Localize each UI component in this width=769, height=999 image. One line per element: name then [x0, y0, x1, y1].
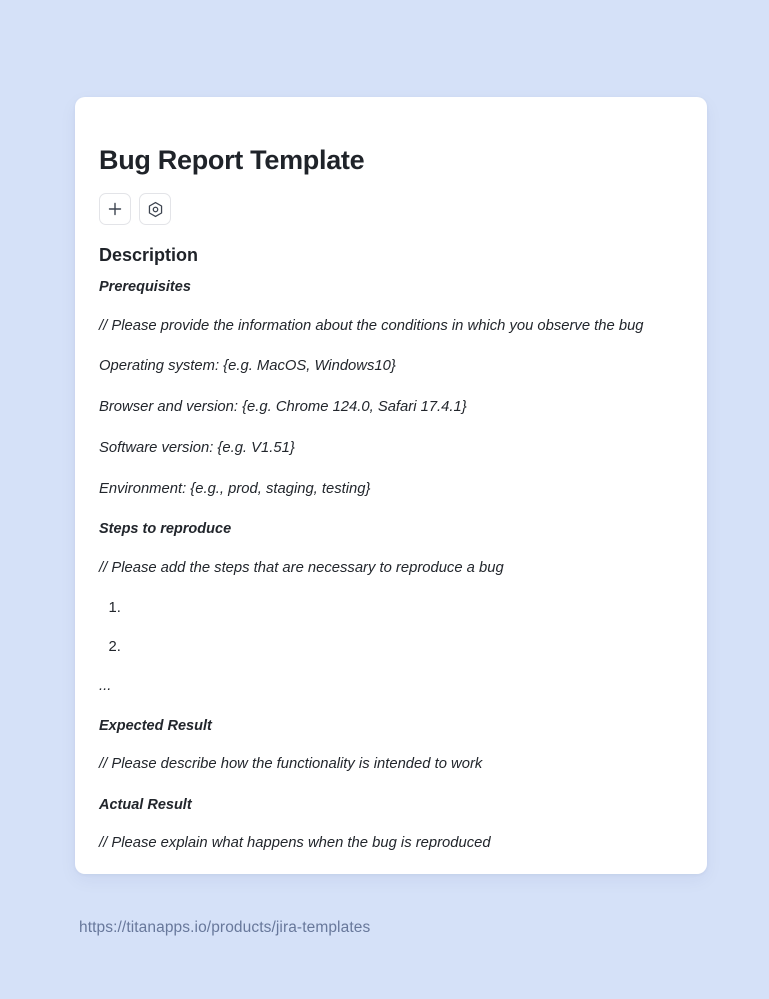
- subhead-actual-result: Actual Result: [99, 796, 192, 813]
- paragraph-steps-note: // Please add the steps that are necessary to reproduce a bug: [99, 559, 504, 576]
- template-card: [75, 97, 707, 874]
- list-item[interactable]: [125, 598, 683, 618]
- hex-nut-icon: [147, 201, 164, 218]
- card-content: [75, 97, 707, 874]
- description-heading: Description: [99, 245, 199, 266]
- paragraph-environment: Environment: {e.g., prod, staging, testing}: [99, 480, 371, 497]
- description-body: [99, 277, 683, 854]
- paragraph-prerequisites-note: // Please provide the information about the conditions in which you observe the bug: [99, 317, 644, 334]
- page-title: Bug Report Template: [99, 145, 365, 175]
- footer-url-link[interactable]: https://titanapps.io/products/jira-templates: [79, 919, 371, 936]
- paragraph-software-version: Software version: {e.g. V1.51}: [99, 439, 295, 456]
- paragraph-browser-version: Browser and version: {e.g. Chrome 124.0, Safari 17.4.1}: [99, 399, 467, 416]
- template-settings-button[interactable]: [139, 193, 171, 225]
- paragraph-operating-system: Operating system: {e.g. MacOS, Windows10}: [99, 358, 396, 375]
- paragraph-actual-result-note: // Please explain what happens when the bug is reproduced: [99, 835, 491, 852]
- paragraph-ellipsis: ...: [99, 678, 112, 695]
- steps-ordered-list: [125, 598, 683, 657]
- subhead-prerequisites: Prerequisites: [99, 279, 191, 296]
- paragraph-expected-result-note: // Please describe how the functionality is intended to work: [99, 756, 483, 773]
- list-item[interactable]: [125, 637, 683, 657]
- subhead-steps-to-reproduce: Steps to reproduce: [99, 521, 232, 538]
- subhead-expected-result: Expected Result: [99, 717, 212, 734]
- plus-icon: [107, 201, 123, 217]
- toolbar: [99, 193, 683, 225]
- add-button[interactable]: [99, 193, 131, 225]
